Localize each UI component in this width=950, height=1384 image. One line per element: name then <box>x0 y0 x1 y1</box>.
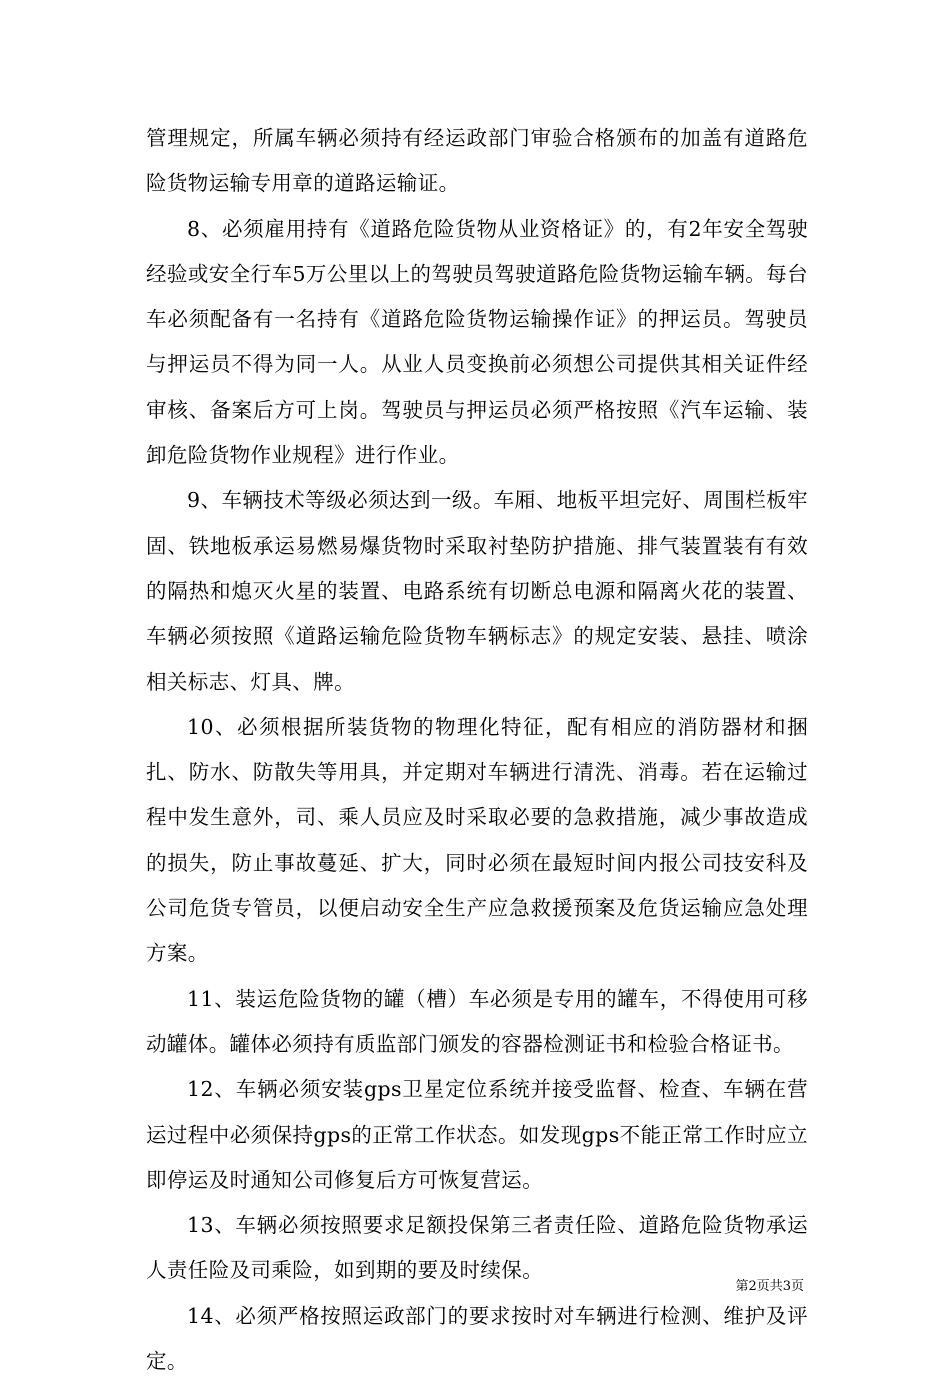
paragraph-item-9: 9、车辆技术等级必须达到一级。车厢、地板平坦完好、周围栏板牢固、铁地板承运易燃易爆货物时采取衬垫防护措施、排气装置装有有效的隔热和熄灭火星的装置、电路系统有切断总电源和隔离火花的装置、车辆必须按照《道路运输危险货物车辆标志》的规定安装、悬挂、喷涂相关标志、灯具、牌。 <box>146 488 808 694</box>
document-body <box>146 116 808 1384</box>
paragraph-item-11: 11、装运危险货物的罐（槽）车必须是专用的罐车，不得使用可移动罐体。罐体必须持有质监部门颁发的容器检测证书和检验合格证书。 <box>146 986 808 1056</box>
paragraph-continuation: 管理规定，所属车辆必须持有经运政部门审验合格颁布的加盖有道路危险货物运输专用章的道路运输证。 <box>146 126 808 196</box>
paragraph-item-8: 8、必须雇用持有《道路危险货物从业资格证》的，有2年安全驾驶经验或安全行车5万公里以上的驾驶员驾驶道路危险货物运输车辆。每台车必须配备有一名持有《道路危险货物运输操作证》的押运员。驾驶员与押运员不得为同一人。从业人员变换前必须想公司提供其相关证件经审核、备案后方可上岗。驾驶员与押运员必须严格按照《汽车运输、装卸危险货物作业规程》进行作业。 <box>146 216 808 468</box>
paragraph-item-10: 10、必须根据所装货物的物理化特征，配有相应的消防器材和捆扎、防水、防散失等用具，并定期对车辆进行清洗、消毒。若在运输过程中发生意外，司、乘人员应及时采取必要的急救措施，减少事故造成的损失，防止事故蔓延、扩大，同时必须在最短时间内报公司技安科及公司危货专管员，以便启动安全生产应急救援预案及危货运输应急处理方案。 <box>146 714 808 966</box>
paragraph-item-13: 13、车辆必须按照要求足额投保第三者责任险、道路危险货物承运人责任险及司乘险，如到期的要及时续保。 <box>146 1213 808 1283</box>
paragraph-item-14: 14、必须严格按照运政部门的要求按时对车辆进行检测、维护及评定。 <box>146 1303 808 1374</box>
page-number: 第2页共3页 <box>735 1279 804 1294</box>
paragraph-item-12: 12、车辆必须安装gps卫星定位系统并接受监督、检查、车辆在营运过程中必须保持gps的正常工作状态。如发现gps不能正常工作时应立即停运及时通知公司修复后方可恢复营运。 <box>146 1077 808 1192</box>
